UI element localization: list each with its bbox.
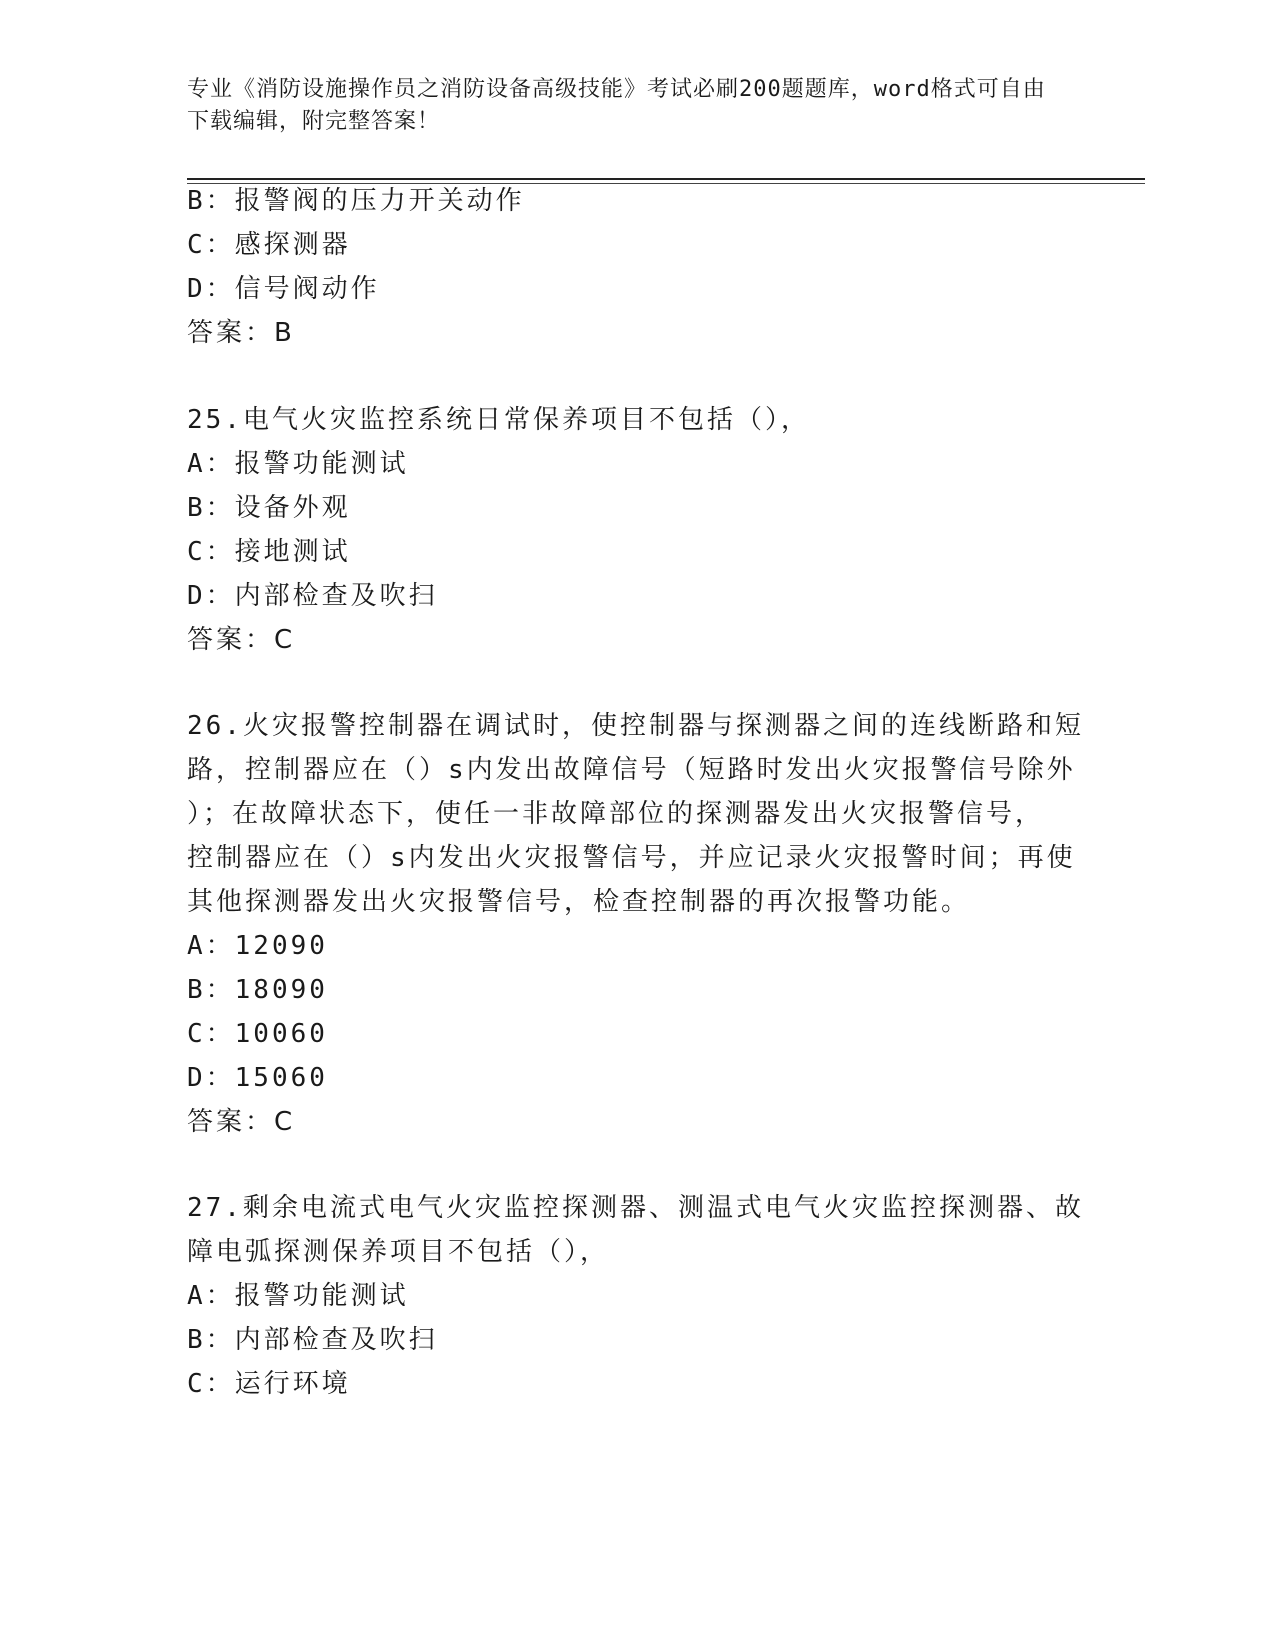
q26-stem-line-3: ）；在故障状态下，使任一非故障部位的探测器发出火灾报警信号， bbox=[187, 799, 1045, 829]
q25-option-c: C：接地测试 bbox=[187, 537, 351, 567]
q25-answer: 答案：C bbox=[187, 625, 296, 655]
q26-stem-line-2: 路，控制器应在（）s内发出故障信号（短路时发出火灾报警信号除外 bbox=[187, 755, 1076, 785]
q26-option-b: B：18090 bbox=[187, 975, 328, 1005]
q26-stem-line-1: 26.火灾报警控制器在调试时，使控制器与探测器之间的连线断路和短 bbox=[187, 711, 1084, 741]
q24-answer: 答案：B bbox=[187, 318, 295, 348]
q25-stem: 25.电气火灾监控系统日常保养项目不包括（）， bbox=[187, 405, 810, 435]
q26-option-a: A：12090 bbox=[187, 931, 328, 961]
q24-option-b: B：报警阀的压力开关动作 bbox=[187, 186, 525, 216]
q27-option-c: C：运行环境 bbox=[187, 1369, 351, 1399]
q25-option-a: A：报警功能测试 bbox=[187, 449, 409, 479]
q26-option-c: C：10060 bbox=[187, 1019, 328, 1049]
q27-option-b: B：内部检查及吹扫 bbox=[187, 1325, 438, 1355]
q26-answer: 答案：C bbox=[187, 1107, 296, 1137]
q27-option-a: A：报警功能测试 bbox=[187, 1281, 409, 1311]
q26-stem-line-4: 控制器应在（）s内发出火灾报警信号，并应记录火灾报警时间；再使 bbox=[187, 843, 1076, 873]
header-divider-thin bbox=[187, 183, 1145, 184]
q26-stem-line-5: 其他探测器发出火灾报警信号，检查控制器的再次报警功能。 bbox=[187, 887, 971, 917]
q27-stem-line-1: 27.剩余电流式电气火灾监控探测器、测温式电气火灾监控探测器、故 bbox=[187, 1193, 1084, 1223]
q26-option-d: D：15060 bbox=[187, 1063, 328, 1093]
q27-stem-line-2: 障电弧探测保养项目不包括（）， bbox=[187, 1237, 610, 1267]
q24-option-d: D：信号阀动作 bbox=[187, 274, 380, 304]
q25-option-b: B：设备外观 bbox=[187, 493, 351, 523]
q24-option-c: C：感探测器 bbox=[187, 230, 351, 260]
q25-option-d: D：内部检查及吹扫 bbox=[187, 581, 438, 611]
header-divider-thick bbox=[187, 178, 1145, 180]
page-header: 专业《消防设施操作员之消防设备高级技能》考试必刷200题题库，word格式可自由下载编辑，附完整答案！ bbox=[187, 77, 1046, 134]
